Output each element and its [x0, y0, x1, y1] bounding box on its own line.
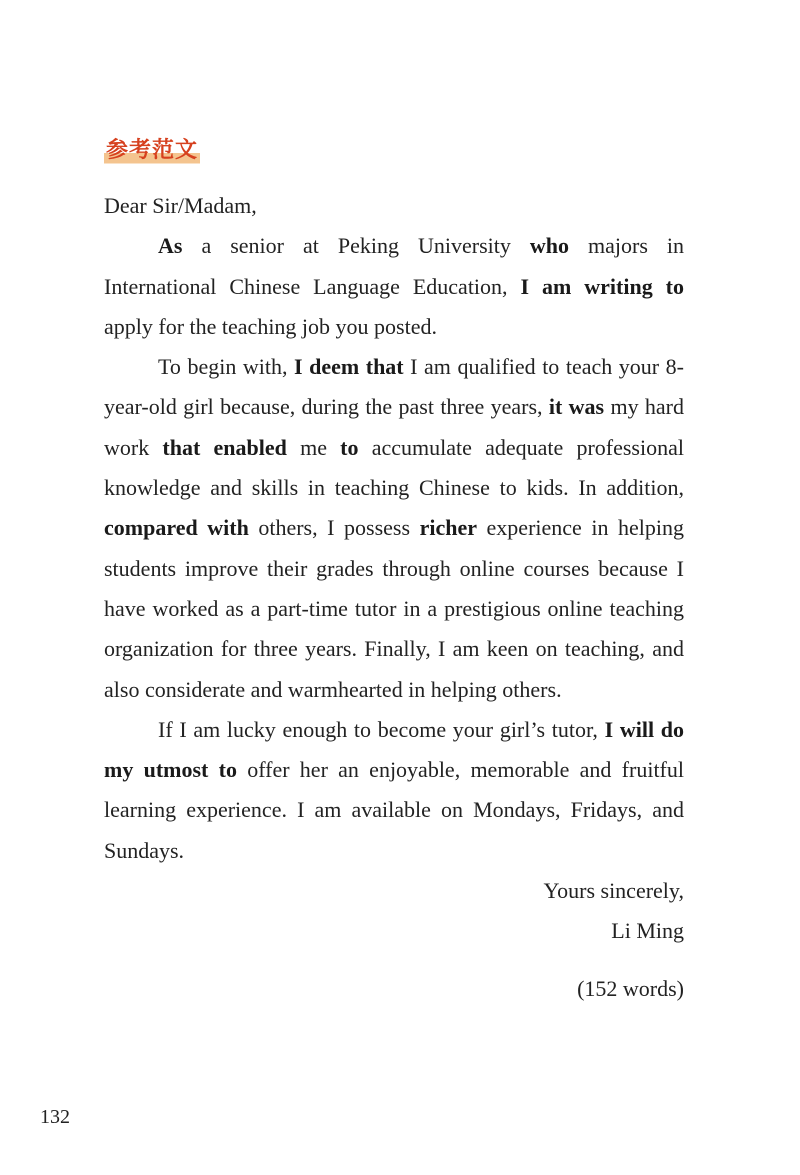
text-run: To begin with, — [158, 354, 295, 380]
salutation: Dear Sir/Madam, — [104, 193, 257, 218]
signature: Li Ming — [611, 918, 684, 944]
section-heading: 参考范文 — [104, 136, 200, 166]
paragraph-1 — [104, 226, 684, 347]
bold-phrase: As — [158, 233, 183, 259]
text-run: a senior at Peking University — [182, 233, 530, 259]
bold-phrase: I will do my utmost to — [104, 716, 684, 783]
closing: Yours sincerely, — [543, 878, 684, 904]
text-run: offer her an enjoyable, memorable and fruitful learning experience. I am available on Mondays, Fridays, and Sundays. — [104, 757, 684, 863]
paragraph-2 — [104, 347, 684, 710]
text-run: others, I possess — [248, 515, 420, 541]
bold-phrase: I deem that — [294, 354, 404, 380]
essay-body — [104, 186, 684, 1009]
text-run: my hard work — [104, 394, 685, 460]
text-run: accumulate adequate professional knowledge and skills in teaching Chinese to kids. In addition, — [104, 434, 684, 501]
bold-phrase: I am writing to — [520, 273, 684, 299]
page-number: 132 — [40, 1106, 70, 1128]
paragraph-3 — [104, 710, 684, 871]
text-run: me — [286, 434, 341, 460]
text-run: apply for the teaching job you posted. — [104, 313, 437, 339]
bold-phrase: richer — [419, 515, 477, 541]
text-run: experience in helping students improve their grades through online courses because I have worked as a part-time tutor in a prestigious online teaching organization for three years. Finally, I am keen on teaching, and also considerate and warmhearted in helping others. — [104, 515, 684, 702]
bold-phrase: who — [529, 233, 569, 259]
bold-phrase: compared with — [104, 515, 249, 541]
text-run: I am qualified to teach your 8-year-old girl because, during the past three years, — [104, 354, 684, 420]
word-count: (152 words) — [577, 975, 684, 1001]
bold-phrase: that enabled — [162, 434, 287, 460]
text-run: If I am lucky enough to become your girl’s tutor, — [158, 716, 605, 742]
bold-phrase: it was — [548, 394, 605, 420]
bold-phrase: to — [340, 434, 359, 460]
text-run: majors in International Chinese Language Education, — [104, 233, 684, 299]
